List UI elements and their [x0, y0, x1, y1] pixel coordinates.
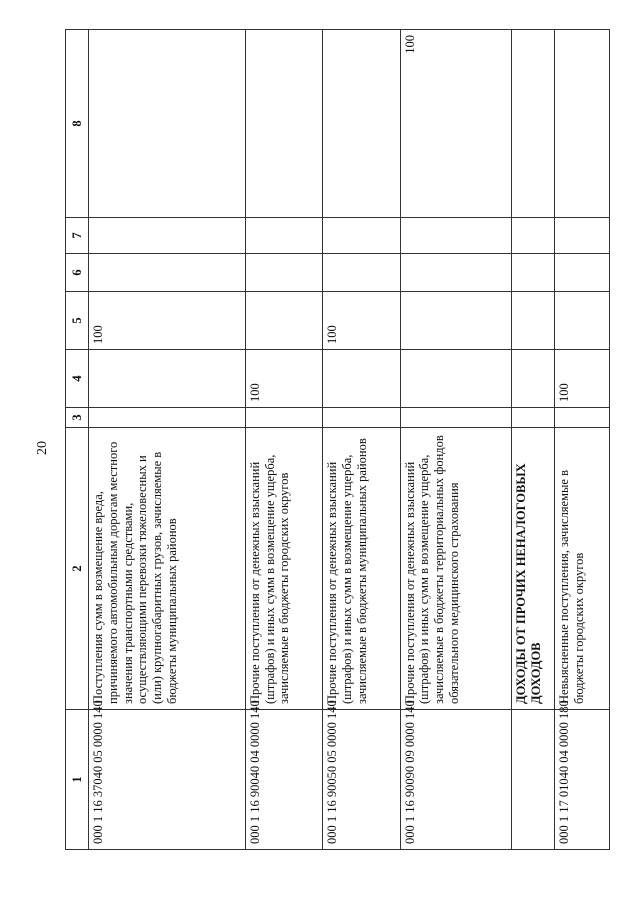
value-cell: [245, 408, 322, 428]
table-row: [89, 30, 246, 850]
code-cell: 000 1 17 01040 04 0000 180: [555, 710, 610, 850]
section-heading-cell: ДОХОДЫ ОТ ПРОЧИХ НЕНАЛОГОВЫХ ДОХОДОВ: [512, 428, 555, 710]
value-cell: [400, 408, 511, 428]
value-cell: [512, 218, 555, 254]
code-cell: 000 1 16 90090 09 0000 140: [400, 710, 511, 850]
value-cell: [245, 218, 322, 254]
value-cell: 100: [323, 292, 400, 350]
value-cell: [555, 254, 610, 292]
value-cell: [89, 30, 246, 218]
value-cell: [245, 292, 322, 350]
name-cell: Поступления сумм в возмещение вреда, причиняемого автомобильным дорогам местного значения транспортными средствами, осуществляющими перевозки тяжеловесных и (или) крупногабаритных грузов, зачисляемые в бюджеты муниципальных районов: [89, 428, 246, 710]
value-cell: [555, 408, 610, 428]
value-cell: [245, 30, 322, 218]
table-row: [245, 30, 322, 850]
value-cell: [323, 408, 400, 428]
value-cell: [555, 30, 610, 218]
value-cell: [400, 350, 511, 408]
value-cell: [400, 254, 511, 292]
value-cell: [400, 292, 511, 350]
header-col-6: 6: [66, 254, 89, 292]
code-cell: 000 1 16 90040 04 0000 140: [245, 710, 322, 850]
value-cell: [512, 254, 555, 292]
table-row: [323, 30, 400, 850]
name-cell: Прочие поступления от денежных взысканий (штрафов) и иных сумм в возмещение ущерба, зачисляемые в бюджеты городских округов: [245, 428, 322, 710]
value-cell: [555, 292, 610, 350]
value-cell: 100: [400, 30, 511, 218]
page-number: 20: [35, 441, 50, 455]
value-cell: [89, 350, 246, 408]
rotated-table-container: [65, 30, 610, 850]
value-cell: 100: [555, 350, 610, 408]
value-cell: [323, 218, 400, 254]
code-cell: 000 1 16 37040 05 0000 140: [89, 710, 246, 850]
header-col-3: 3: [66, 408, 89, 428]
value-cell: [512, 350, 555, 408]
value-cell: [555, 218, 610, 254]
value-cell: [512, 30, 555, 218]
header-col-4: 4: [66, 350, 89, 408]
value-cell: [89, 408, 246, 428]
code-cell: 000 1 16 90050 05 0000 140: [323, 710, 400, 850]
budget-table: [65, 29, 610, 850]
header-row: [66, 30, 89, 850]
value-cell: [245, 254, 322, 292]
name-cell: Прочие поступления от денежных взысканий (штрафов) и иных сумм в возмещение ущерба, зачисляемые в бюджеты территориальных фондов обязательного медицинского страхования: [400, 428, 511, 710]
value-cell: [323, 30, 400, 218]
value-cell: [323, 254, 400, 292]
name-cell: Прочие поступления от денежных взысканий (штрафов) и иных сумм в возмещение ущерба, зачисляемые в бюджеты муниципальных районов: [323, 428, 400, 710]
value-cell: [512, 292, 555, 350]
header-col-5: 5: [66, 292, 89, 350]
code-cell: [512, 710, 555, 850]
header-col-1: 1: [66, 710, 89, 850]
value-cell: 100: [89, 292, 246, 350]
table-row: [512, 30, 555, 850]
value-cell: [323, 350, 400, 408]
value-cell: [512, 408, 555, 428]
value-cell: [89, 218, 246, 254]
value-cell: [400, 218, 511, 254]
header-col-2: 2: [66, 428, 89, 710]
table-row: [400, 30, 511, 850]
name-cell: Невыясненные поступления, зачисляемые в бюджеты городских округов: [555, 428, 610, 710]
value-cell: [89, 254, 246, 292]
header-col-8: 8: [66, 30, 89, 218]
header-col-7: 7: [66, 218, 89, 254]
value-cell: 100: [245, 350, 322, 408]
table-row: [555, 30, 610, 850]
